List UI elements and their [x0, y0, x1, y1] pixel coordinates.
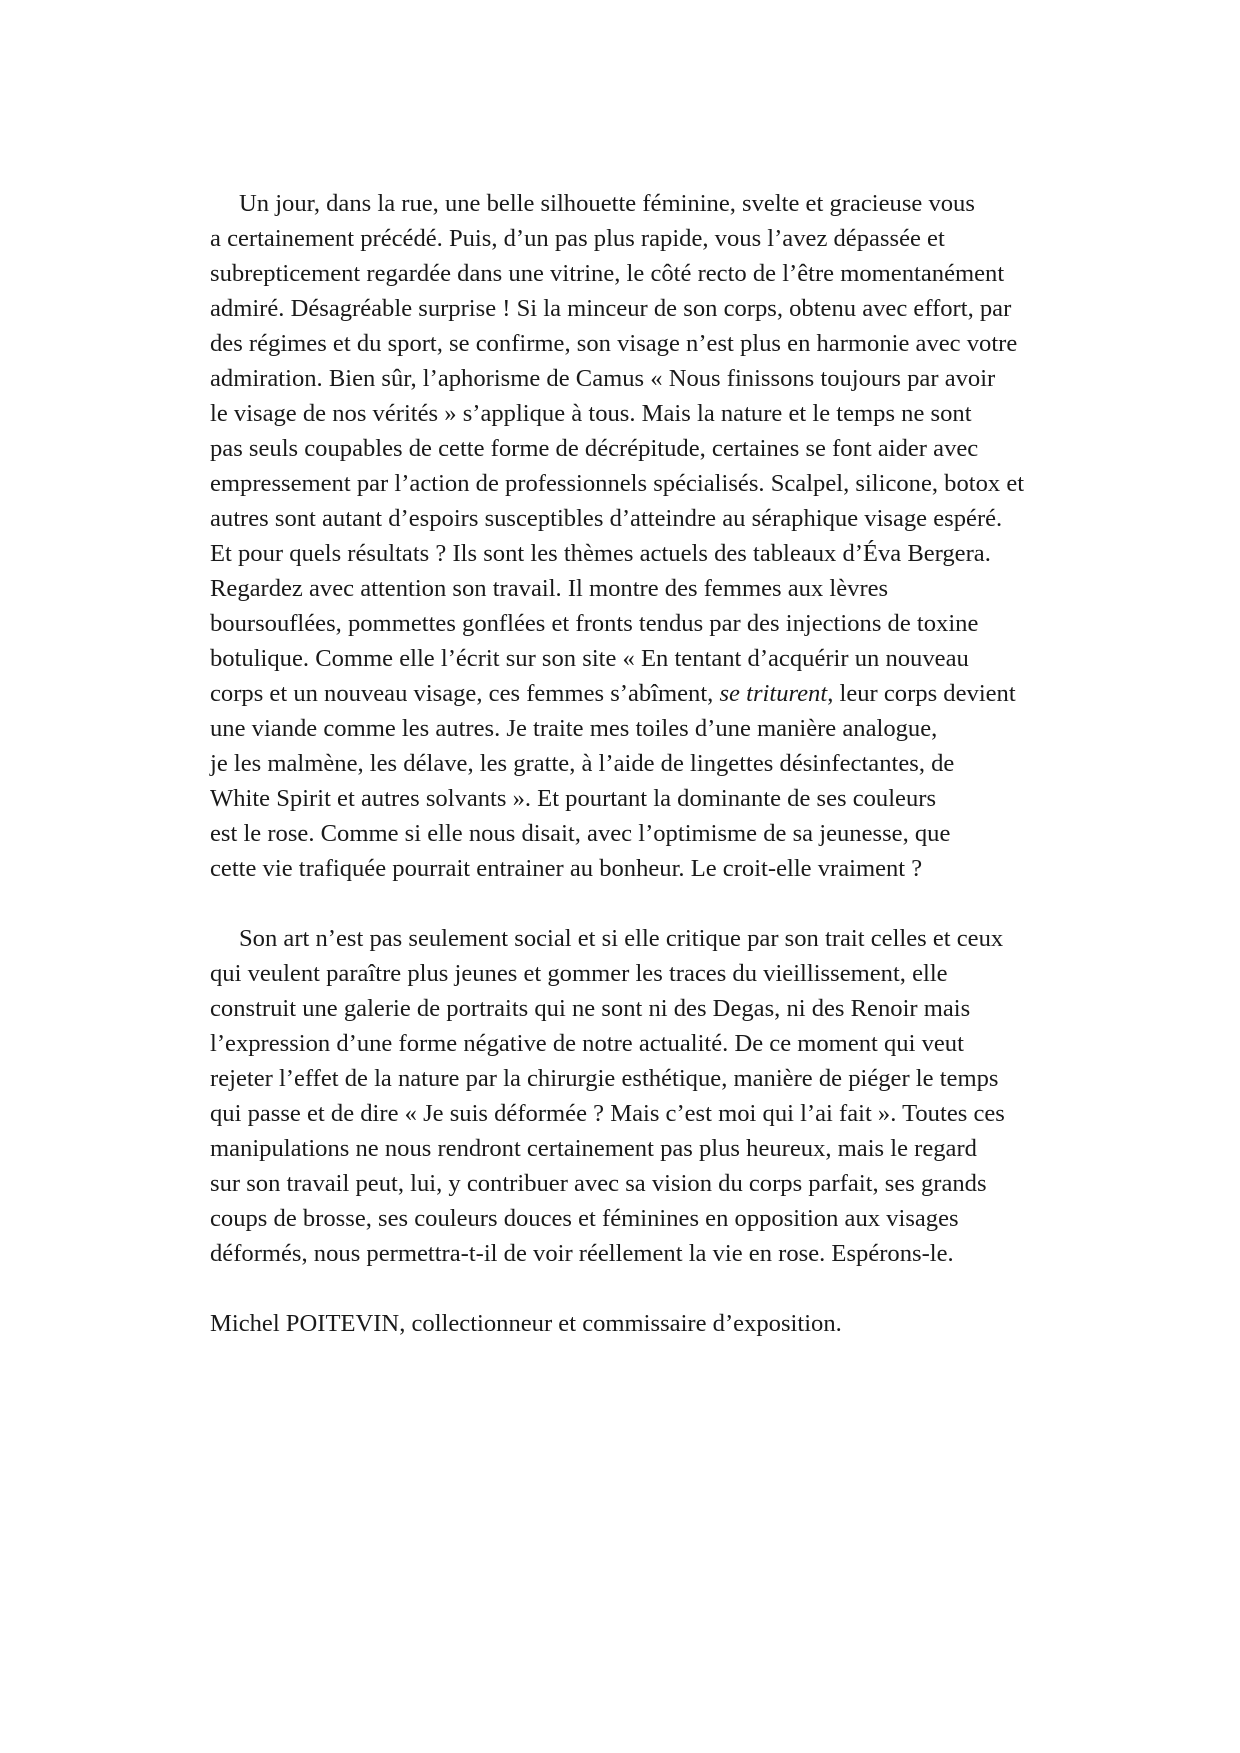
paragraph-gap: [210, 886, 1130, 921]
text-line: déformés, nous permettra-t-il de voir réellement la vie en rose. Espérons-le.: [210, 1240, 954, 1267]
paragraph-gap: [210, 1271, 1130, 1306]
text-segment: , leur corps devient: [827, 680, 1016, 707]
text-line: manipulations ne nous rendront certainement pas plus heureux, mais le regard: [210, 1135, 977, 1162]
text-line: botulique. Comme elle l’écrit sur son site « En tentant d’acquérir un nouveau: [210, 645, 969, 672]
text-line: autres sont autant d’espoirs susceptibles d’atteindre au séraphique visage espéré.: [210, 505, 1003, 532]
text-line: [210, 676, 1130, 711]
text-line: sur son travail peut, lui, y contribuer avec sa vision du corps parfait, ses grands: [210, 1170, 987, 1197]
text-line: White Spirit et autres solvants ». Et pourtant la dominante de ses couleurs: [210, 785, 937, 812]
paragraph-1: [210, 186, 1130, 886]
text-line: Regardez avec attention son travail. Il montre des femmes aux lèvres: [210, 575, 889, 602]
text-line: qui passe et de dire « Je suis déformée ? Mais c’est moi qui l’ai fait ». Toutes ces: [210, 1100, 1005, 1127]
article-body: [210, 186, 1130, 1341]
text-line: je les malmène, les délave, les gratte, à l’aide de lingettes désinfectantes, de: [210, 750, 955, 777]
text-line: Son art n’est pas seulement social et si elle critique par son trait celles et ceux: [239, 925, 1004, 952]
text-line: une viande comme les autres. Je traite mes toiles d’une manière analogue,: [210, 715, 938, 742]
text-line: cette vie trafiquée pourrait entrainer au bonheur. Le croit-elle vraiment ?: [210, 855, 923, 882]
text-line: est le rose. Comme si elle nous disait, avec l’optimisme de sa jeunesse, que: [210, 820, 951, 847]
text-line: l’expression d’une forme négative de notre actualité. De ce moment qui veut: [210, 1030, 964, 1057]
text-line: rejeter l’effet de la nature par la chirurgie esthétique, manière de piéger le temps: [210, 1065, 999, 1092]
text-line: boursouflées, pommettes gonflées et fronts tendus par des injections de toxine: [210, 610, 979, 637]
text-line: des régimes et du sport, se confirme, son visage n’est plus en harmonie avec votre: [210, 330, 1018, 357]
text-line: le visage de nos vérités » s’applique à tous. Mais la nature et le temps ne sont: [210, 400, 972, 427]
text-line: empressement par l’action de professionnels spécialisés. Scalpel, silicone, botox et: [210, 470, 1025, 497]
text-line: pas seuls coupables de cette forme de décrépitude, certaines se font aider avec: [210, 435, 979, 462]
text-line: subrepticement regardée dans une vitrine, le côté recto de l’être momentanément: [210, 260, 1005, 287]
text-line: qui veulent paraître plus jeunes et gommer les traces du vieillissement, elle: [210, 960, 948, 987]
text-line: coups de brosse, ses couleurs douces et féminines en opposition aux visages: [210, 1205, 959, 1232]
text-segment: corps et un nouveau visage, ces femmes s’abîment,: [210, 680, 720, 707]
author-signature: Michel POITEVIN, collectionneur et commissaire d’exposition.: [210, 1310, 842, 1337]
italic-phrase: se triturent: [719, 680, 828, 707]
text-line: Un jour, dans la rue, une belle silhouette féminine, svelte et gracieuse vous: [239, 190, 975, 217]
text-line: admiration. Bien sûr, l’aphorisme de Camus « Nous finissons toujours par avoir: [210, 365, 996, 392]
text-line: a certainement précédé. Puis, d’un pas plus rapide, vous l’avez dépassée et: [210, 225, 945, 252]
paragraph-2: [210, 921, 1130, 1271]
text-line: admiré. Désagréable surprise ! Si la minceur de son corps, obtenu avec effort, par: [210, 295, 1012, 322]
text-line: construit une galerie de portraits qui ne sont ni des Degas, ni des Renoir mais: [210, 995, 971, 1022]
text-line: Et pour quels résultats ? Ils sont les thèmes actuels des tableaux d’Éva Bergera.: [210, 540, 991, 567]
